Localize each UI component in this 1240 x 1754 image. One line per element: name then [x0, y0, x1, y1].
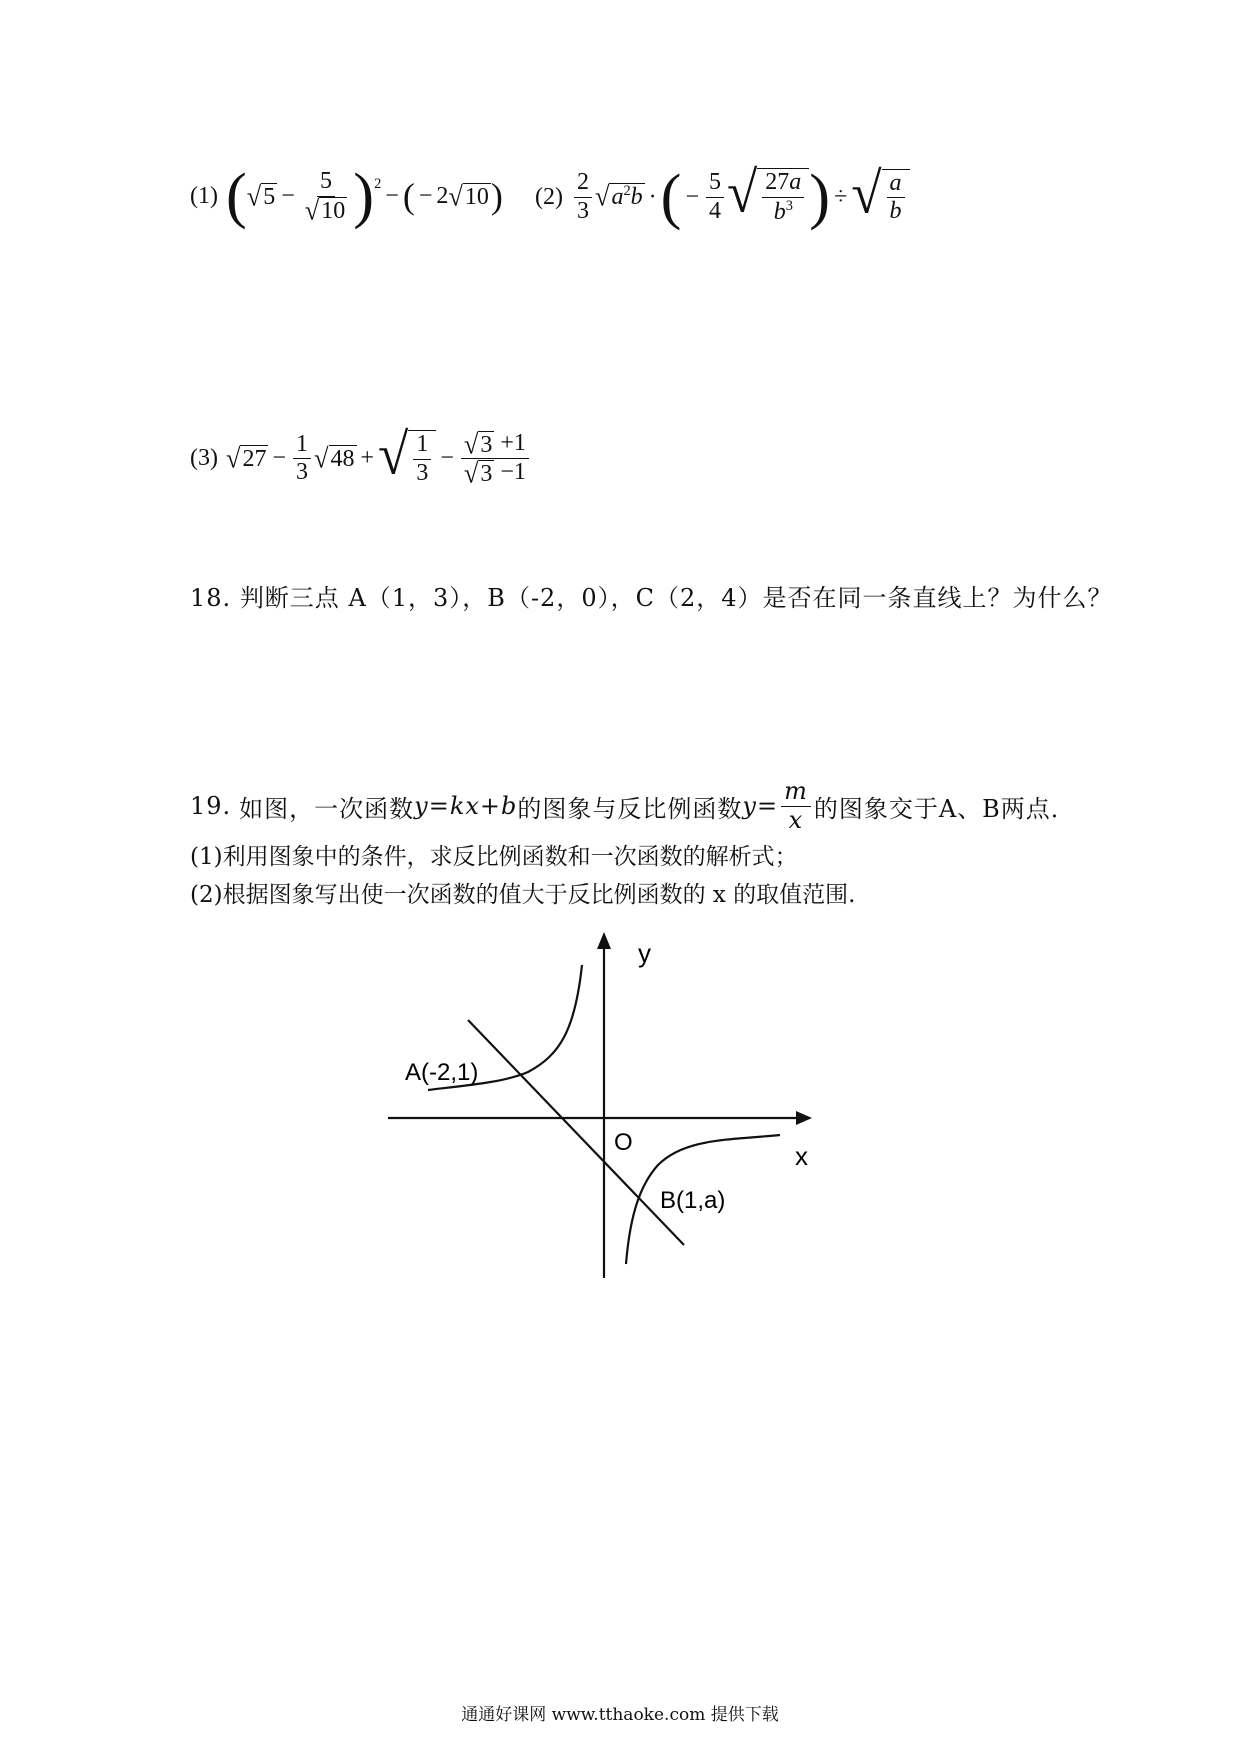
problem-19-text-after: 的图象交于A、B两点． — [813, 794, 1076, 823]
point-a-label: A(-2,1) — [405, 1059, 479, 1086]
right-paren: ) — [353, 161, 375, 231]
inverse-denominator: x — [788, 805, 804, 834]
y-axis-label: y — [638, 938, 651, 968]
x-axis-arrow — [796, 1111, 812, 1125]
problem-18-number: 18. — [190, 584, 232, 612]
x-axis-label: x — [795, 1141, 808, 1171]
problem-19-text-before: 如图，一次函数 — [239, 794, 415, 823]
expression-2-label: (2) — [535, 183, 563, 210]
problem-19-part-1: (1)利用图象中的条件，求反比例函数和一次函数的解析式； — [190, 844, 798, 870]
fraction-5-over-sqrt10: 5 √ 10 — [304, 168, 346, 227]
y-axis-arrow — [597, 932, 611, 949]
inverse-numerator: m — [781, 778, 811, 807]
origin-label: O — [614, 1129, 633, 1156]
left-paren: ( — [225, 161, 247, 231]
footer: 通通好课网 www.tthaoke.com 提供下载 — [461, 1705, 779, 1725]
inverse-lhs: y= — [742, 792, 779, 821]
expression-2: (2) $\frac{2}{3}$ √ $a^2b$ · ( − $\frac{5}{4}$ √ $\frac{27a}{b^3}$ ) ÷ √ $\frac{a}{b}$ — [535, 168, 910, 226]
linear-function-line — [468, 1020, 684, 1245]
expression-3-label: (3) — [190, 445, 218, 472]
problem-18-text: 判断三点 A（1，3），B（-2，0），C（2，4）是否在同一条直线上？为什么？ — [239, 584, 1113, 612]
problem-19-text-mid: 的图象与反比例函数 — [517, 794, 743, 823]
problem-19-number: 19. — [190, 792, 232, 821]
linear-function: y=kx+b — [414, 792, 518, 821]
expression-1-label: (1) — [190, 182, 218, 209]
radical-sqrt5: √ 5 — [246, 179, 276, 212]
expression-3: (3) √ 27 − $\frac{1}{3}$ √ 48 + √ $\frac{1}{3}$ − √ 3 +1 √ 3 −1 — [190, 430, 532, 487]
problem-19-part-2: (2)根据图象写出使一次函数的值大于反比例函数的 x 的取值范围. — [190, 882, 856, 908]
expression-1: (1) ( √ 5 − 5 √ 10 ) $^2$ − ( − 2 √ 10 ) — [190, 161, 503, 231]
point-b-label: B(1,a) — [660, 1187, 726, 1214]
